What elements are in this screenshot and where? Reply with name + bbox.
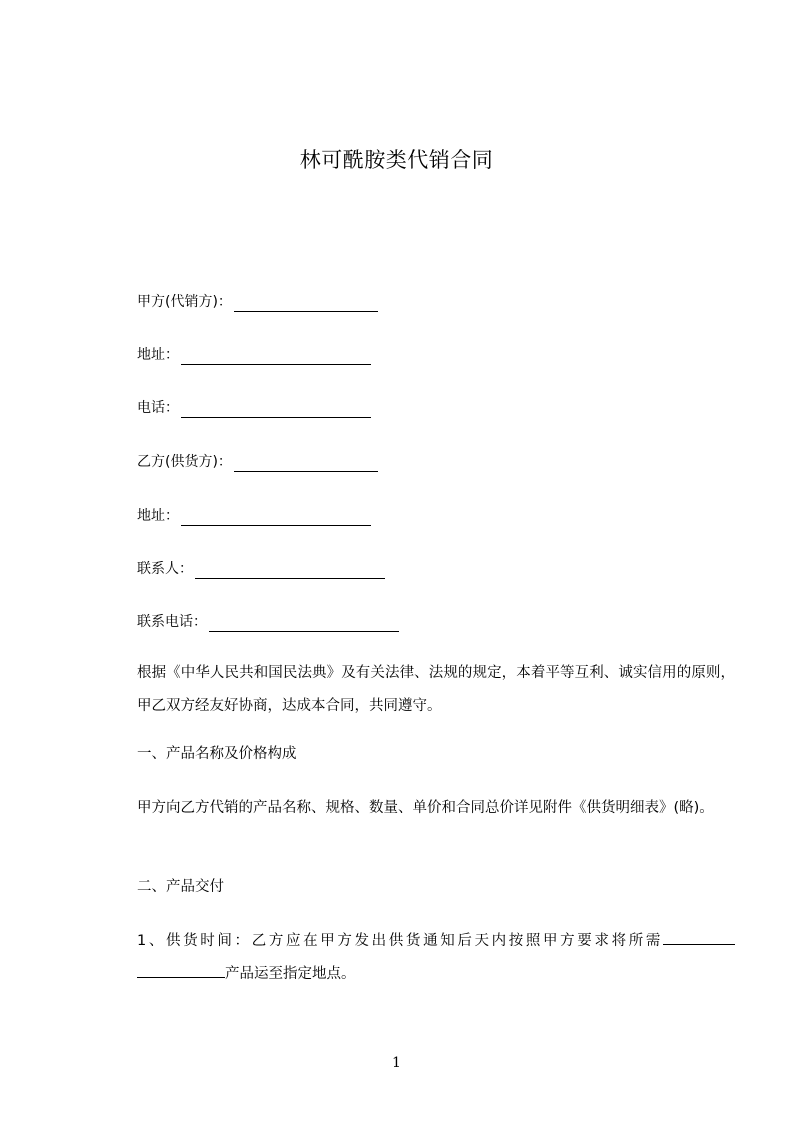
section2-clause1	[105, 925, 735, 991]
party-a-phone-field	[137, 398, 371, 418]
party-b-contact-phone-label: 联系电话：	[137, 614, 207, 630]
party-b-field	[137, 452, 378, 472]
document-title: 林可酰胺类代销合同	[299, 148, 494, 172]
party-b-contact-label: 联系人：	[137, 561, 193, 577]
party-b-contact-field	[137, 559, 385, 579]
party-a-address-blank[interactable]	[181, 349, 371, 365]
section2-heading: 二、产品交付	[137, 879, 224, 895]
section1-heading: 一、产品名称及价格构成	[137, 746, 297, 762]
party-a-phone-blank[interactable]	[181, 402, 371, 418]
party-b-address-label: 地址：	[137, 508, 179, 524]
party-b-blank[interactable]	[234, 456, 378, 472]
party-b-contact-blank[interactable]	[195, 563, 385, 579]
party-b-address-field	[137, 506, 371, 526]
party-a-address-field	[137, 345, 371, 365]
preamble-paragraph: 根据《中华人民共和国民法典》及有关法律、法规的规定，本着平等互利、诚实信用的原则，甲乙双方经友好协商，达成本合同，共同遵守。	[137, 665, 735, 714]
party-a-label: 甲方(代销方)：	[137, 294, 232, 310]
party-a-blank[interactable]	[234, 296, 378, 312]
clause1-blank-2[interactable]	[137, 963, 225, 978]
page-number: 1	[392, 1055, 401, 1071]
clause1-text-part2: 产品运至指定地点。	[225, 966, 356, 982]
party-a-address-label: 地址：	[137, 347, 179, 363]
party-b-address-blank[interactable]	[181, 510, 371, 526]
party-a-field	[137, 292, 378, 312]
clause1-text-part1: 1、供货时间：乙方应在甲方发出供货通知后天内按照甲方要求将所需	[137, 933, 663, 949]
party-b-label: 乙方(供货方)：	[137, 454, 232, 470]
section1-paragraph: 甲方向乙方代销的产品名称、规格、数量、单价和合同总价详见附件《供货明细表》(略)。	[137, 800, 714, 816]
party-b-contact-phone-blank[interactable]	[209, 616, 399, 632]
clause1-blank-1[interactable]	[663, 930, 735, 945]
party-a-phone-label: 电话：	[137, 400, 179, 416]
party-b-contact-phone-field	[137, 612, 399, 632]
